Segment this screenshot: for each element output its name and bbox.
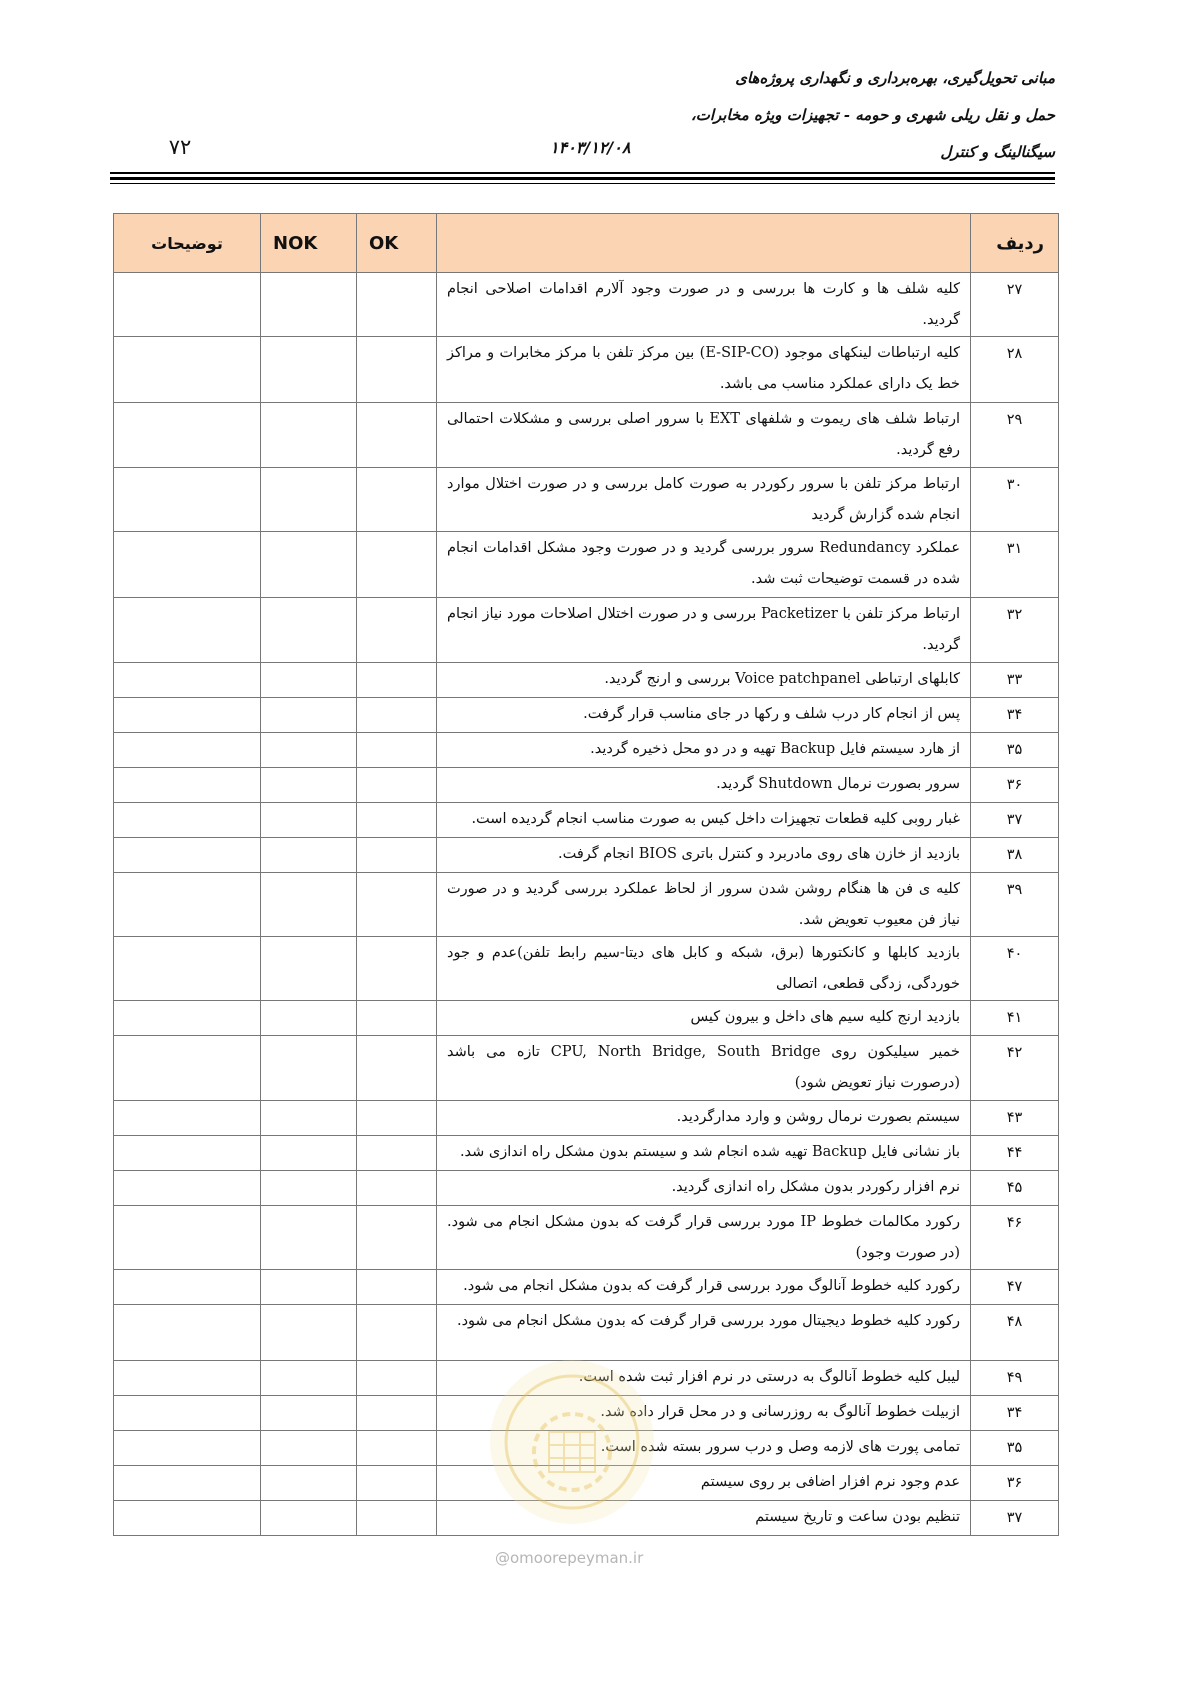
header-nok: NOK	[261, 214, 357, 273]
row-description: بازدید از خازن های روی مادربرد و کنترل باتری BIOS انجام گرفت.	[437, 838, 971, 873]
table-row	[114, 1206, 1059, 1270]
row-description: عدم وجود نرم افزار اضافی بر روی سیستم	[437, 1466, 971, 1501]
table-row	[114, 733, 1059, 768]
row-description: خمیر سیلیکون روی CPU, North Bridge, South Bridge تازه می باشد (درصورت نیاز تعویض شود)	[437, 1036, 971, 1101]
watermark-url: @omoorepeyman.ir	[495, 1549, 644, 1567]
row-description: سیستم بصورت نرمال روشن و وارد مدارگردید.	[437, 1101, 971, 1136]
title-line-3: سیگنالینگ و کنترل	[940, 143, 1055, 161]
ok-cell[interactable]	[357, 1466, 437, 1501]
row-number: ۴۹	[971, 1361, 1059, 1396]
row-number: ۲۹	[971, 403, 1059, 468]
table-row	[114, 663, 1059, 698]
header-notes: توضیحات	[114, 214, 261, 273]
ok-cell[interactable]	[357, 1431, 437, 1466]
nok-cell[interactable]	[261, 1431, 357, 1466]
notes-cell[interactable]	[114, 1171, 261, 1206]
notes-cell[interactable]	[114, 1466, 261, 1501]
notes-cell[interactable]	[114, 598, 261, 663]
row-description: رکورد مکالمات خطوط IP مورد بررسی قرار گرفت که بدون مشکل انجام می شود. (در صورت وجود)	[437, 1206, 971, 1270]
row-description: کابلهای ارتباطی Voice patchpanel بررسی و ارنج گردید.	[437, 663, 971, 698]
row-description: کلیه ارتباطات لینکهای موجود (E-SIP-CO) بین مرکز تلفن با مرکز مخابرات و مراکز خط یک دارای عملکرد مناسب می باشد.	[437, 337, 971, 403]
row-description: ارتباط مرکز تلفن با سرور رکوردر به صورت کامل بررسی و در صورت اختلال موارد انجام شده گزارش گردید	[437, 468, 971, 532]
ok-cell[interactable]	[357, 1305, 437, 1361]
nok-cell[interactable]	[261, 1206, 357, 1270]
header-rule-double	[110, 177, 1055, 180]
notes-cell[interactable]	[114, 1136, 261, 1171]
row-description: باز نشانی فایل Backup تهیه شده انجام شد و سیستم بدون مشکل راه اندازی شد.	[437, 1136, 971, 1171]
header-description	[437, 214, 971, 273]
ok-cell[interactable]	[357, 1001, 437, 1036]
ok-cell[interactable]	[357, 1036, 437, 1101]
nok-cell[interactable]	[261, 1101, 357, 1136]
row-number: ۴۰	[971, 937, 1059, 1001]
row-number: ۴۴	[971, 1136, 1059, 1171]
row-description: ارتباط شلف های ریموت و شلفهای EXT با سرور اصلی بررسی و مشکلات احتمالی رفع گردید.	[437, 403, 971, 468]
row-number: ۴۵	[971, 1171, 1059, 1206]
row-number: ۲۷	[971, 273, 1059, 337]
row-description: تنظیم بودن ساعت و تاریخ سیستم	[437, 1501, 971, 1536]
row-number: ۳۴	[971, 1396, 1059, 1431]
row-number: ۳۱	[971, 532, 1059, 598]
nok-cell[interactable]	[261, 663, 357, 698]
notes-cell[interactable]	[114, 873, 261, 937]
table-row	[114, 838, 1059, 873]
row-number: ۳۵	[971, 733, 1059, 768]
nok-cell[interactable]	[261, 838, 357, 873]
notes-cell[interactable]	[114, 1270, 261, 1305]
notes-cell[interactable]	[114, 1001, 261, 1036]
ok-cell[interactable]	[357, 733, 437, 768]
ok-cell[interactable]	[357, 337, 437, 403]
row-number: ۴۳	[971, 1101, 1059, 1136]
table-row	[114, 768, 1059, 803]
table-header-row	[114, 214, 1059, 273]
table-row	[114, 1270, 1059, 1305]
row-number: ۴۶	[971, 1206, 1059, 1270]
nok-cell[interactable]	[261, 1001, 357, 1036]
notes-cell[interactable]	[114, 733, 261, 768]
row-description: ارتباط مرکز تلفن با Packetizer بررسی و در صورت اختلال اصلاحات مورد نیاز انجام گردید.	[437, 598, 971, 663]
row-number: ۳۷	[971, 803, 1059, 838]
ok-cell[interactable]	[357, 698, 437, 733]
nok-cell[interactable]	[261, 1270, 357, 1305]
row-number: ۳۲	[971, 598, 1059, 663]
ok-cell[interactable]	[357, 803, 437, 838]
header-row-number: ردیف	[971, 214, 1059, 273]
nok-cell[interactable]	[261, 468, 357, 532]
row-number: ۳۶	[971, 1466, 1059, 1501]
row-number: ۳۶	[971, 768, 1059, 803]
row-number: ۳۳	[971, 663, 1059, 698]
notes-cell[interactable]	[114, 1431, 261, 1466]
notes-cell[interactable]	[114, 403, 261, 468]
row-description: غبار روبی کلیه قطعات تجهیزات داخل کیس به صورت مناسب انجام گردیده است.	[437, 803, 971, 838]
nok-cell[interactable]	[261, 803, 357, 838]
ok-cell[interactable]	[357, 1171, 437, 1206]
row-description: تمامی پورت های لازمه وصل و درب سرور بسته شده است.	[437, 1431, 971, 1466]
ok-cell[interactable]	[357, 532, 437, 598]
ok-cell[interactable]	[357, 1206, 437, 1270]
row-number: ۳۹	[971, 873, 1059, 937]
notes-cell[interactable]	[114, 1361, 261, 1396]
notes-cell[interactable]	[114, 663, 261, 698]
header-rule-thin	[110, 183, 1055, 184]
nok-cell[interactable]	[261, 1396, 357, 1431]
row-description: بازدید کابلها و کانکتورها (برق، شبکه و کابل های دیتا-سیم رابط تلفن)عدم و جود خوردگی، زدگی قطعی، اتصالی	[437, 937, 971, 1001]
row-description: رکورد کلیه خطوط دیجیتال مورد بررسی قرار گرفت که بدون مشکل انجام می شود.	[437, 1305, 971, 1361]
row-number: ۳۷	[971, 1501, 1059, 1536]
nok-cell[interactable]	[261, 698, 357, 733]
ok-cell[interactable]	[357, 1136, 437, 1171]
table-row	[114, 403, 1059, 468]
nok-cell[interactable]	[261, 1466, 357, 1501]
nok-cell[interactable]	[261, 1036, 357, 1101]
ok-cell[interactable]	[357, 663, 437, 698]
document-date: ۱۴۰۳/۱۲/۰۸	[550, 138, 631, 157]
notes-cell[interactable]	[114, 1305, 261, 1361]
table-row	[114, 803, 1059, 838]
nok-cell[interactable]	[261, 403, 357, 468]
notes-cell[interactable]	[114, 838, 261, 873]
nok-cell[interactable]	[261, 873, 357, 937]
ok-cell[interactable]	[357, 1396, 437, 1431]
table-row	[114, 1101, 1059, 1136]
row-number: ۳۸	[971, 838, 1059, 873]
row-description: بازدید ارنج کلیه سیم های داخل و بیرون کیس	[437, 1001, 971, 1036]
row-description: از هارد سیستم فایل Backup تهیه و در دو محل ذخیره گردید.	[437, 733, 971, 768]
ok-cell[interactable]	[357, 1501, 437, 1536]
ok-cell[interactable]	[357, 598, 437, 663]
table-row	[114, 1136, 1059, 1171]
nok-cell[interactable]	[261, 1305, 357, 1361]
table-row	[114, 1001, 1059, 1036]
row-description: ازبیلت خطوط آنالوگ به روزرسانی و در محل قرار داده شد.	[437, 1396, 971, 1431]
nok-cell[interactable]	[261, 273, 357, 337]
notes-cell[interactable]	[114, 803, 261, 838]
row-number: ۴۱	[971, 1001, 1059, 1036]
notes-cell[interactable]	[114, 1501, 261, 1536]
table-row	[114, 1036, 1059, 1101]
document-title	[635, 60, 1055, 171]
nok-cell[interactable]	[261, 1501, 357, 1536]
notes-cell[interactable]	[114, 337, 261, 403]
ok-cell[interactable]	[357, 1101, 437, 1136]
row-description: کلیه شلف ها و کارت ها بررسی و در صورت وجود آلارم اقدامات اصلاحی انجام گردید.	[437, 273, 971, 337]
row-description: سرور بصورت نرمال Shutdown گردید.	[437, 768, 971, 803]
table-row	[114, 468, 1059, 532]
table-row	[114, 598, 1059, 663]
ok-cell[interactable]	[357, 1270, 437, 1305]
table-row	[114, 873, 1059, 937]
nok-cell[interactable]	[261, 733, 357, 768]
ok-cell[interactable]	[357, 403, 437, 468]
row-number: ۳۵	[971, 1431, 1059, 1466]
notes-cell[interactable]	[114, 1101, 261, 1136]
notes-cell[interactable]	[114, 468, 261, 532]
checklist-table	[113, 213, 1059, 1536]
ok-cell[interactable]	[357, 1361, 437, 1396]
row-description: پس از انجام کار درب شلف و رکها در جای مناسب قرار گرفت.	[437, 698, 971, 733]
title-line-1: مبانی تحویل‌گیری، بهره‌برداری و نگهداری پروژه‌های	[735, 69, 1055, 87]
row-description: رکورد کلیه خطوط آنالوگ مورد بررسی قرار گرفت که بدون مشکل انجام می شود.	[437, 1270, 971, 1305]
row-description: عملکرد Redundancy سرور بررسی گردید و در صورت وجود مشکل اقدامات انجام شده در قسمت توضیحات ثبت شد.	[437, 532, 971, 598]
row-number: ۴۸	[971, 1305, 1059, 1361]
ok-cell[interactable]	[357, 873, 437, 937]
table-row	[114, 337, 1059, 403]
notes-cell[interactable]	[114, 1206, 261, 1270]
nok-cell[interactable]	[261, 1361, 357, 1396]
row-description: نرم افزار رکوردر بدون مشکل راه اندازی گردید.	[437, 1171, 971, 1206]
nok-cell[interactable]	[261, 598, 357, 663]
table-row	[114, 1305, 1059, 1361]
row-number: ۴۲	[971, 1036, 1059, 1101]
ok-cell[interactable]	[357, 937, 437, 1001]
nok-cell[interactable]	[261, 937, 357, 1001]
header-rule-thick	[110, 172, 1055, 174]
ok-cell[interactable]	[357, 273, 437, 337]
notes-cell[interactable]	[114, 768, 261, 803]
watermark-seal	[487, 1357, 657, 1527]
notes-cell[interactable]	[114, 273, 261, 337]
table-row	[114, 698, 1059, 733]
ok-cell[interactable]	[357, 768, 437, 803]
notes-cell[interactable]	[114, 532, 261, 598]
row-description: کلیه ی فن ها هنگام روشن شدن سرور از لحاظ عملکرد بررسی گردید و در صورت نیاز فن معیوب تعویض شد.	[437, 873, 971, 937]
nok-cell[interactable]	[261, 1171, 357, 1206]
nok-cell[interactable]	[261, 337, 357, 403]
page-number: ۷۲	[168, 135, 192, 159]
title-line-2: حمل و نقل ریلی شهری و حومه - تجهیزات ویژه مخابرات،	[690, 106, 1055, 124]
notes-cell[interactable]	[114, 698, 261, 733]
nok-cell[interactable]	[261, 1136, 357, 1171]
notes-cell[interactable]	[114, 1396, 261, 1431]
nok-cell[interactable]	[261, 532, 357, 598]
notes-cell[interactable]	[114, 937, 261, 1001]
ok-cell[interactable]	[357, 838, 437, 873]
table-row	[114, 273, 1059, 337]
table-row	[114, 532, 1059, 598]
page-header	[110, 60, 1055, 170]
row-number: ۴۷	[971, 1270, 1059, 1305]
row-number: ۲۸	[971, 337, 1059, 403]
row-number: ۳۴	[971, 698, 1059, 733]
row-number: ۳۰	[971, 468, 1059, 532]
table-row	[114, 937, 1059, 1001]
header-ok: OK	[357, 214, 437, 273]
table-row	[114, 1171, 1059, 1206]
row-description: لیبل کلیه خطوط آنالوگ به درستی در نرم افزار ثبت شده است.	[437, 1361, 971, 1396]
nok-cell[interactable]	[261, 768, 357, 803]
notes-cell[interactable]	[114, 1036, 261, 1101]
ok-cell[interactable]	[357, 468, 437, 532]
